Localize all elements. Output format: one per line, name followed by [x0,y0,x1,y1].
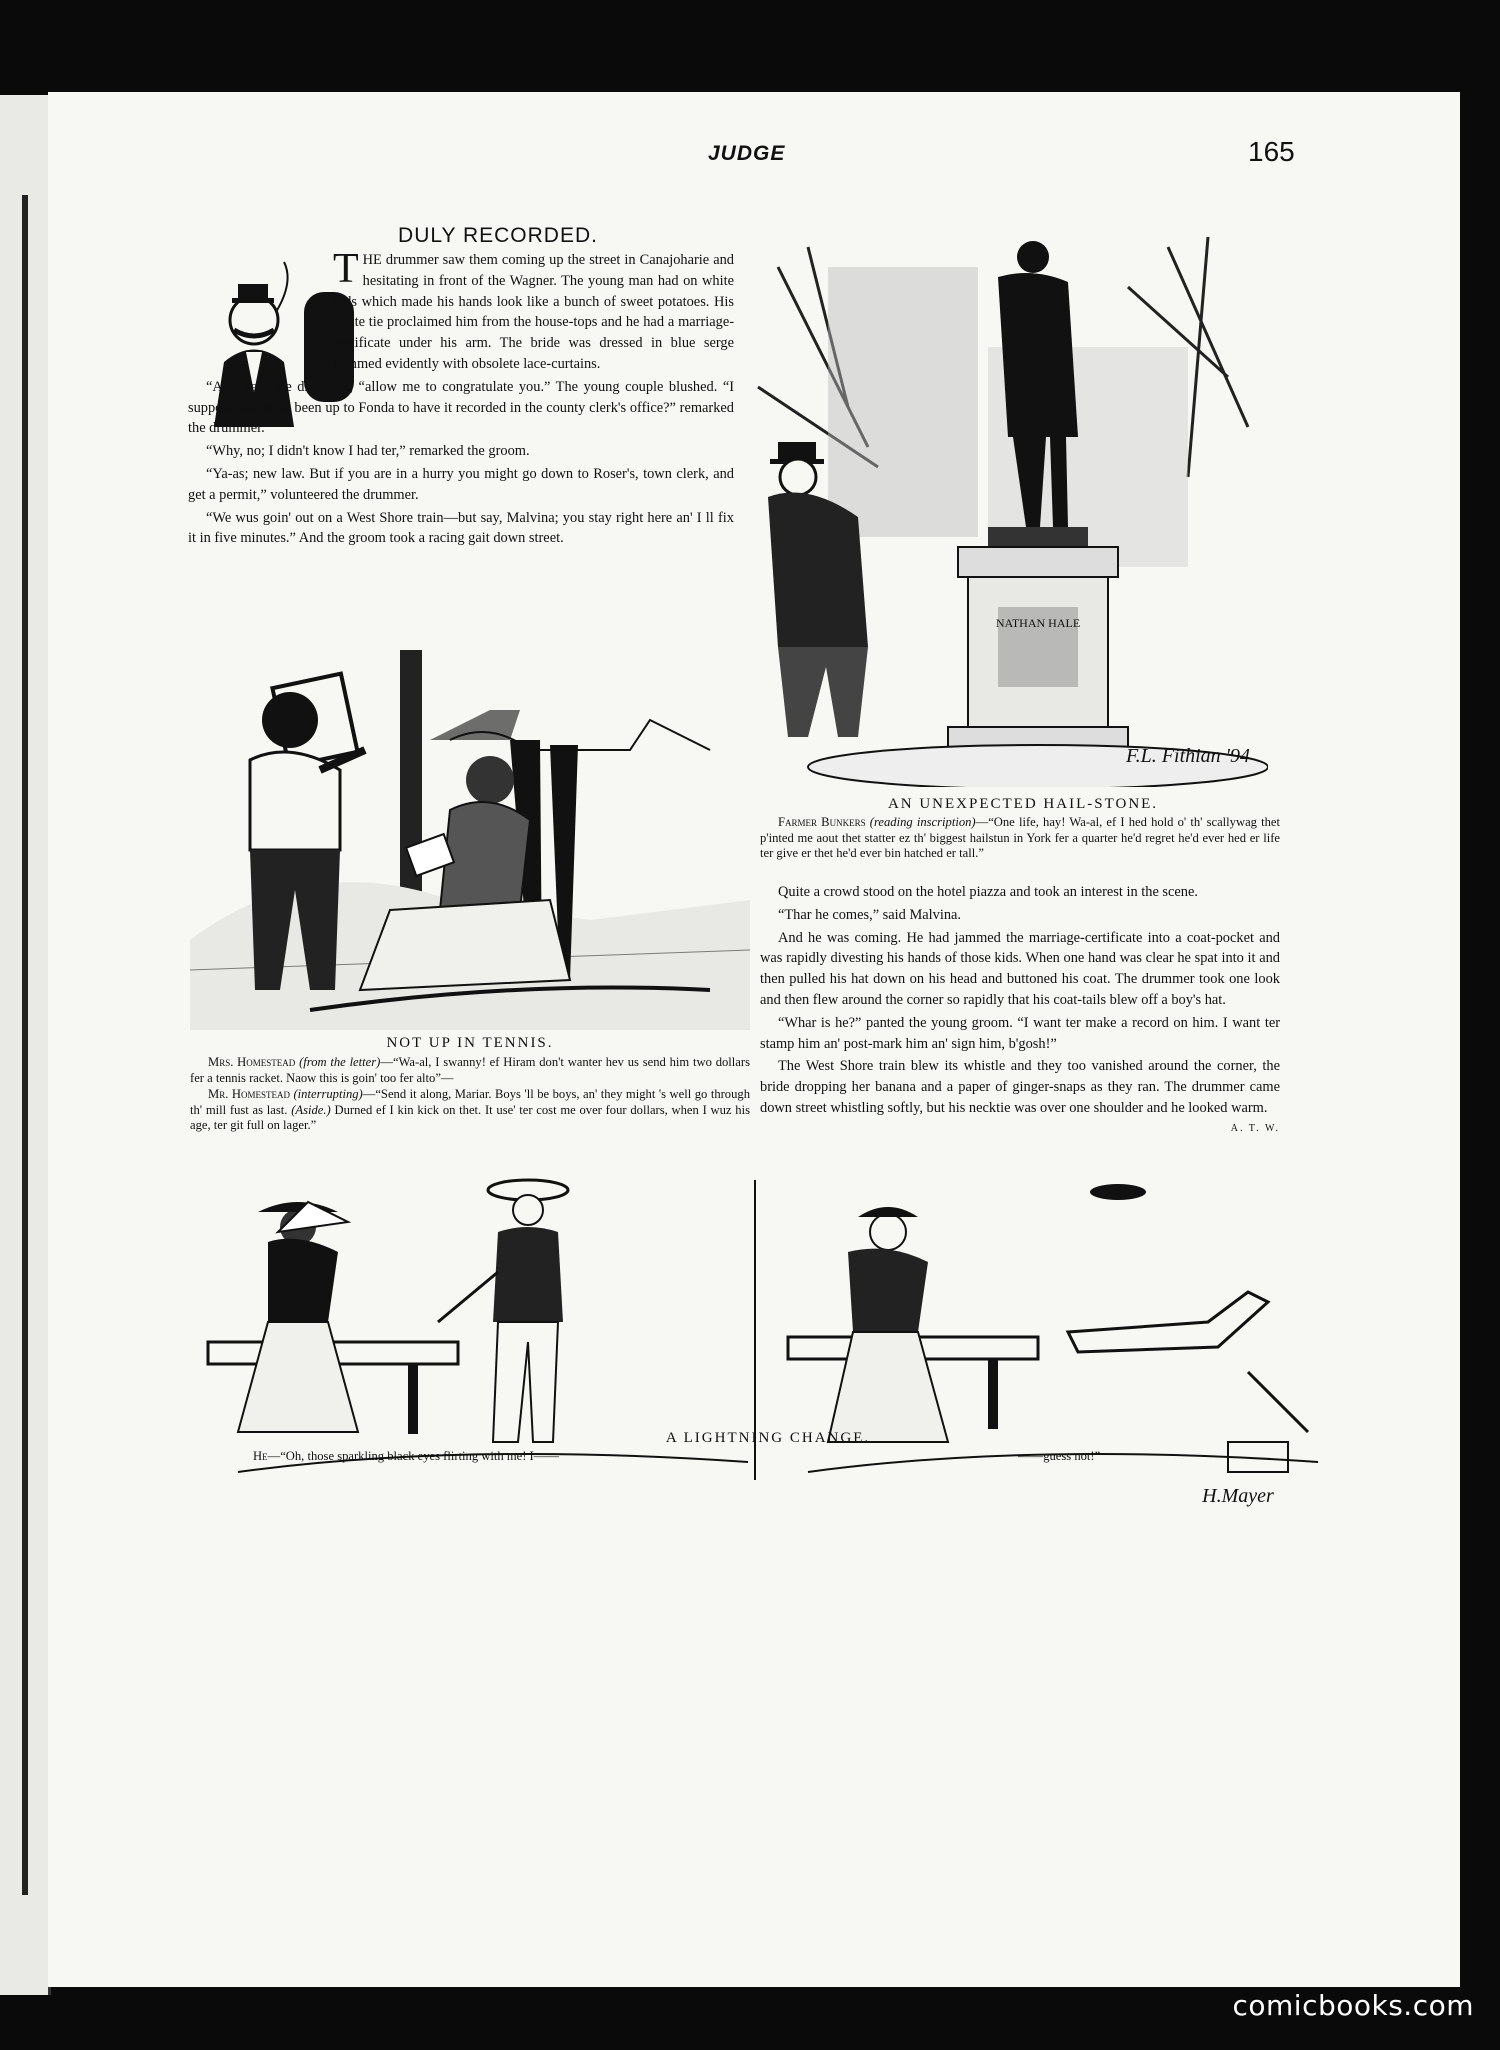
tennis-line-2 [190,1087,750,1134]
mrs-homestead-figure [360,740,578,990]
dialogue-text: —“Send it along, Mariar. Boys 'll be boys, an' they might 's well go through th' mill fust as last. [190,1087,750,1117]
paragraph: “Why, no; I didn't know I had ter,” remarked the groom. [206,443,530,460]
woman-with-fan-figure [238,1202,358,1432]
duly-recorded-body [188,246,734,551]
hailstone-illustration [748,227,1268,787]
dialogue-text: —“One life, hay! Wa-al, ef I hed hold o' th' scallywag thet p'inted me aout thet statter ez th' biggest hailstun in York fer a quarter he'd regret he'd ever hed er life ter give er thet he'd ever bin hatched er tall.” [760,815,1281,861]
masthead-title: JUDGE [708,142,786,165]
site-watermark: comicbooks.com [1232,1989,1474,2022]
paragraph: “Ya-as; new law. But if you are in a hurry you might go down to Roser's, town clerk, and get a permit,” volunteered the drummer. [188,465,734,503]
page-number: 165 [1248,136,1295,167]
stage-direction: (from the letter) [299,1055,381,1069]
speaker-label: He [253,1449,268,1463]
paragraph: Quite a crowd stood on the hotel piazza and took an interest in the scene. [778,884,1198,900]
fithian-signature: F.L. Fithian '94 [1126,745,1250,767]
hailstone-dialogue [760,815,1280,863]
story-headline: DULY RECORDED. [398,224,598,247]
lightning-left-text [253,1449,559,1464]
magazine-page [48,92,1460,1987]
dialogue-text: Durned ef I kin kick on thet. It use' ter cost me over four dollars, when I wuz his age, ter git full on lager.” [190,1102,750,1133]
mayer-signature: H.Mayer [1202,1485,1274,1507]
tennis-illustration [190,650,750,1030]
dandy-man-figure [438,1180,568,1442]
speaker-label: Mr. Homestead [208,1087,290,1102]
plinth-inscription: NATHAN HALE [995,616,1081,630]
paragraph [760,1056,1280,1134]
paragraph: “Whar is he?” panted the young groom. “I want ter make a record on him. I want ter stamp him an' post-mark him an' sign him, b'gosh!” [760,1014,1280,1052]
lightning-left-panel [198,1172,758,1522]
dialogue-text: —“Wa-al, I swanny! ef Hiram don't wanter hev us send him two dollars fer a tennis racket. Naow this is goin' too fer alto”— [190,1055,750,1085]
speaker-label: Farmer Bunkers [778,815,866,829]
paragraph-text: The West Shore train blew its whistle and they too vanished around the corner, the bride dropping her banana and a paper of ginger-snaps as they ran. The drummer came down street whistling softly, but his necktie was over one shoulder and he looked warm. [760,1058,1280,1116]
hailstone-line [760,815,1280,862]
stage-direction: (Aside.) [291,1102,331,1117]
hailstone-caption: AN UNEXPECTED HAIL-STONE. [887,796,1159,812]
author-initials: A. T. W. [1230,1122,1280,1134]
lightning-caption: A LIGHTNING CHANGE. [665,1430,871,1446]
paragraph: “Ah,” said the drummer, “allow me to congratulate you.” The young couple blushed. “I suppose you have been up to Fonda to have it recorded in the county clerk's office?” remarked the drummer. [188,378,734,437]
dialogue-text: —“Oh, those sparkling black eyes flirting with me! I—— [267,1449,559,1463]
lead-paragraph [333,246,734,375]
fallen-man-figure [1068,1292,1308,1472]
tennis-line-1 [190,1055,750,1086]
lightning-right-panel [768,1172,1328,1522]
speaker-label: Mrs. Homestead [208,1055,296,1069]
woman-seated-figure [828,1207,948,1442]
stage-direction: (interrupting) [293,1087,363,1102]
stage-direction: (reading inscription) [869,815,976,829]
spine-line [22,195,28,1895]
lightning-right-text: ——guess not!” [1018,1449,1101,1463]
duly-recorded-continued [760,882,1280,1140]
paragraph: “Thar he comes,” said Malvina. [778,906,962,923]
lead-text: HE drummer saw them coming up the street in Canajoharie and hesitating in front of the Wagner. The young man had on white kids which made his hands look like a bunch of sweet potatoes. His white tie proclaimed him from the house-tops and he had a marriage-certificate under his arm. The bride was dressed in blue serge trimmed evidently with obsolete lace-curtains. [333,252,734,372]
paragraph: “We wus goin' out on a West Shore train—but say, Malvina; you stay right here an' I ll fix it in five minutes.” And the groom took a racing gait down street. [188,509,734,547]
paragraph: And he was coming. He had jammed the marriage-certificate into a coat-pocket and was rapidly divesting his hands of those kids. When one hand was clear he spat into it and then pulled his hat down on his head and buttoned his coat. The drummer took one look and then flew around the corner so rapidly that his coat-tails blew off a boy's hat. [760,929,1280,1008]
drop-cap: T [333,246,359,292]
tennis-caption: NOT UP IN TENNIS. [386,1035,554,1051]
book-binding [0,95,51,1995]
tennis-dialogue [190,1055,750,1135]
